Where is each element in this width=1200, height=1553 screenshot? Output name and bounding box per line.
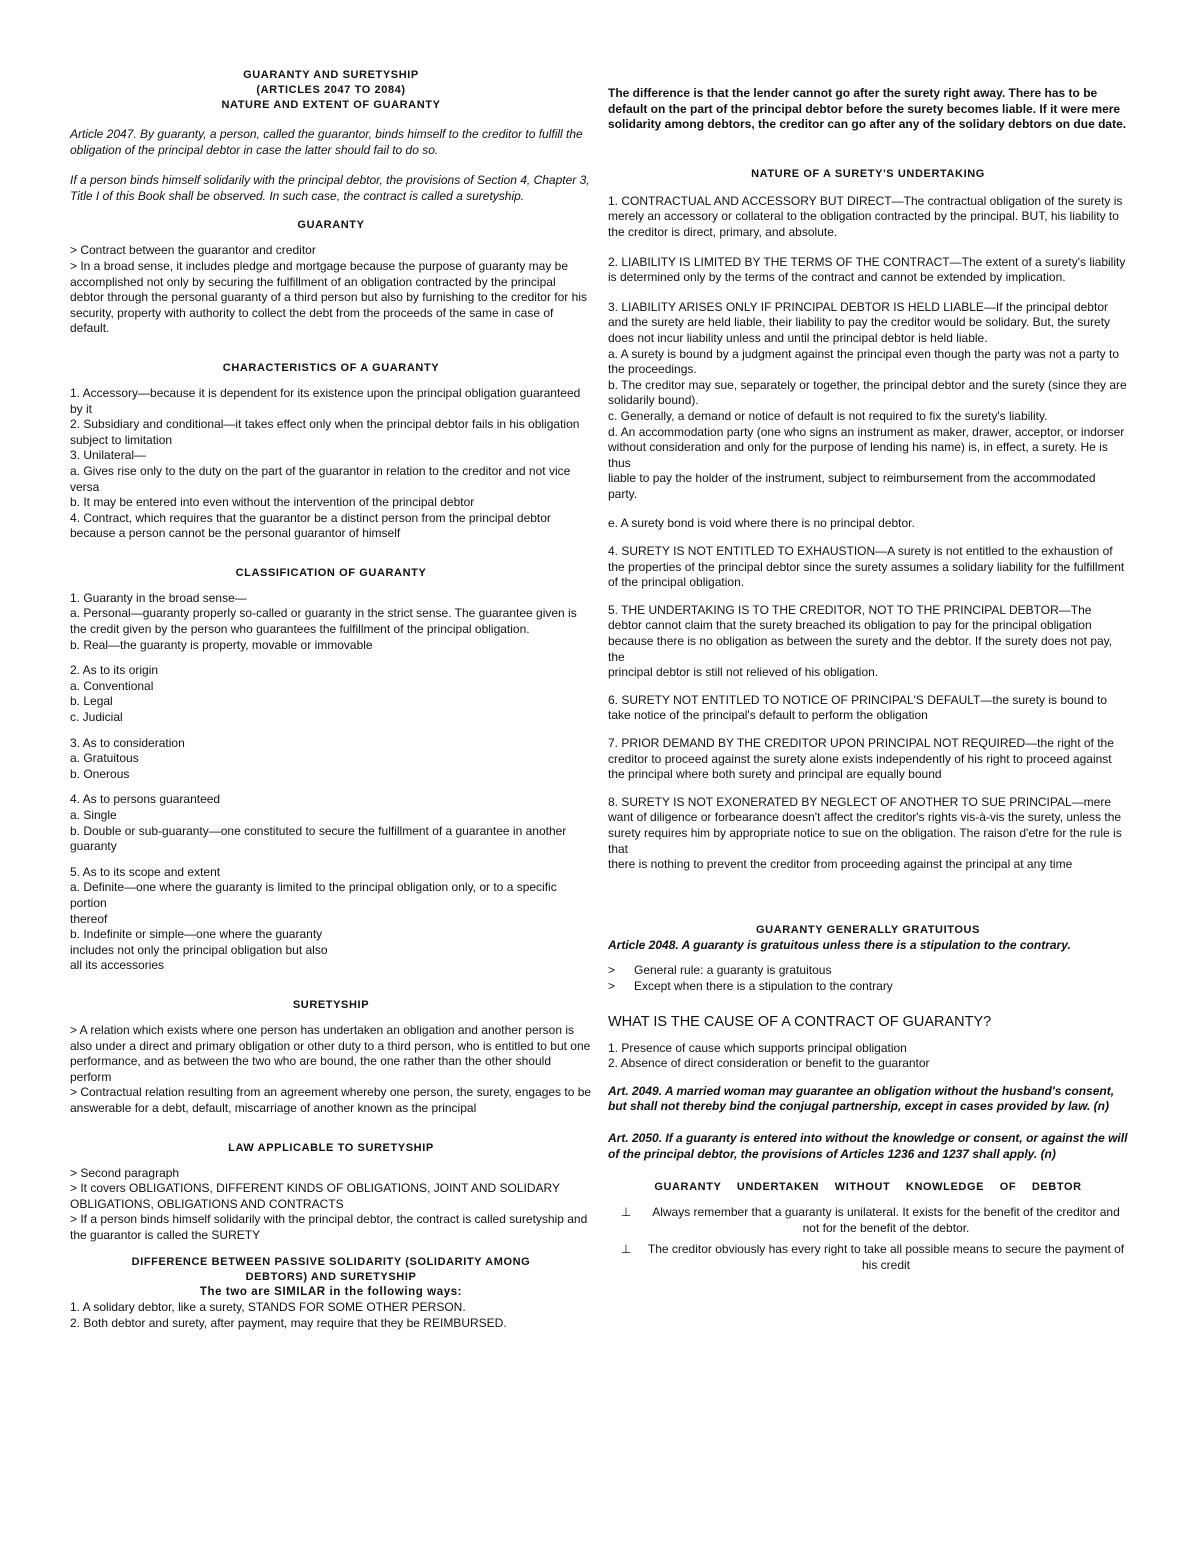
- article-2047-paragraph-2: If a person binds himself solidarily with the principal debtor, the provisions of Section 4, Chapter 3, Title I of this Book shall be observed. In such case, the contract is called a suretyship.: [70, 173, 590, 203]
- bullet-arrow-icon: >: [608, 978, 616, 993]
- classification-item: a. Personal—guaranty properly so-called or guaranty in the strict sense. The guarantee given is the credit given by the person who guarantees the fulfillment of the principal obligation.: [70, 606, 577, 637]
- nature-line: e. A surety bond is void where there is no principal debtor.: [608, 516, 915, 531]
- gratuitous-item: [608, 963, 1128, 979]
- classification-item: includes not only the principal obligation but also: [70, 942, 328, 957]
- document-title: GUARANTY AND SURETYSHIP: [243, 69, 419, 81]
- perpendicular-bullet-icon: ⊥: [620, 1205, 632, 1220]
- law-line: > If a person binds himself solidarily with the principal debtor, the contract is called suretyship and the guarantor is called the SURETY: [70, 1212, 588, 1242]
- nature-line: liable to pay the holder of the instrument, subject to reimbursement from the accommodated party.: [608, 471, 1096, 501]
- guaranty-heading: GUARANTY: [297, 219, 365, 232]
- nature-line: 1. CONTRACTUAL AND ACCESSORY BUT DIRECT—The contractual obligation of the surety is merely an accessory or collateral to the obligation contracted by the principal. BUT, his liability to the creditor is direct, primary, and absolute.: [608, 193, 1123, 239]
- nature-line: the proceedings.: [608, 362, 697, 377]
- classification-group: [70, 865, 592, 974]
- gratuitous-item: [608, 979, 1128, 995]
- nature-block: [608, 736, 1128, 783]
- nature-block: [608, 516, 1128, 532]
- nature-line: 2. LIABILITY IS LIMITED BY THE TERMS OF THE CONTRACT—The extent of a surety's liability is determined only by the terms of the contract and cannot be extended by implication.: [608, 254, 1126, 285]
- similar-list: [70, 1300, 592, 1331]
- law-applicable-list: [70, 1166, 592, 1244]
- without-knowledge-list: [608, 1205, 1128, 1273]
- classification-group: [70, 591, 592, 653]
- nature-line: without consideration and only for the purpose of lending his name) is, in effect, a surety. He is thus: [608, 440, 1108, 470]
- guaranty-line: security, property with authority to collect the debt from the proceeds of the same in case of default.: [70, 305, 554, 336]
- nature-block: [608, 795, 1128, 873]
- nature-line: c. Generally, a demand or notice of default is not required to fix the surety's liability.: [608, 408, 1048, 423]
- nature-line: d. An accommodation party (one who signs an instrument as maker, drawer, acceptor, or indorser: [608, 424, 1125, 439]
- similar-line: The two are SIMILAR in the following ways:: [199, 1286, 463, 1299]
- without-knowledge-text: Always remember that a guaranty is unilateral. It exists for the benefit of the creditor and not for the benefit of the debtor.: [652, 1205, 1120, 1235]
- article-2047-paragraph-1: Article 2047. By guaranty, a person, called the guarantor, binds himself to the creditor to fulfill the obligation of the principal debtor in case the latter should fail to do so.: [70, 127, 583, 157]
- law-applicable-heading: LAW APPLICABLE TO SURETYSHIP: [228, 1141, 434, 1154]
- nature-block: [608, 693, 1128, 724]
- similar-item: 1. A solidary debtor, like a surety, STANDS FOR SOME OTHER PERSON.: [70, 1300, 466, 1315]
- gratuitous-heading: GUARANTY GENERALLY GRATUITOUS: [756, 923, 980, 936]
- nature-line: 6. SURETY NOT ENTITLED TO NOTICE OF PRINCIPAL'S DEFAULT—the surety is bound to take notice of the principal's default to perform the obligation: [608, 692, 1108, 723]
- surety-nature-list: [608, 194, 1128, 873]
- difference-paragraph: The difference is that the lender cannot go after the surety right away. There has to be default on the part of the principal debtor before the surety becomes liable. If it were mere solidarity among debtors, the creditor can go after any of the solidary debtors on due date.: [608, 86, 1127, 132]
- articles-range: (ARTICLES 2047 TO 2084): [256, 84, 406, 96]
- law-line: > It covers OBLIGATIONS, DIFFERENT KINDS OF OBLIGATIONS, JOINT AND SOLIDARY OBLIGATIONS, OBLIGATIONS AND CONTRACTS: [70, 1181, 560, 1211]
- article-2050: Art. 2050. If a guaranty is entered into without the knowledge or consent, or against the will of the principal debtor, the provisions of Articles 1236 and 1237 shall apply. (n): [608, 1130, 1128, 1161]
- classification-item: b. Indefinite or simple—one where the guaranty: [70, 927, 323, 942]
- classification-group: [70, 736, 592, 783]
- characteristic-item: 3. Unilateral—: [70, 448, 147, 463]
- classification-item: a. Definite—one where the guaranty is limited to the principal obligation only, or to a specific portion: [70, 880, 557, 910]
- classification-item: b. Real—the guaranty is property, movable or immovable: [70, 637, 373, 652]
- cause-item: 2. Absence of direct consideration or benefit to the guarantor: [608, 1056, 930, 1071]
- nature-line: 7. PRIOR DEMAND BY THE CREDITOR UPON PRINCIPAL NOT REQUIRED—the right of the creditor to proceed against the surety alone exists independently of his right to proceed against the principal where both surety and principal are equally bound: [608, 736, 1114, 782]
- classification-item: b. Legal: [70, 694, 113, 709]
- difference-heading: DIFFERENCE BETWEEN PASSIVE SOLIDARITY (SOLIDARITY AMONG DEBTORS) AND SURETYSHIP: [131, 1256, 531, 1284]
- nature-extent-heading: NATURE AND EXTENT OF GUARANTY: [221, 99, 441, 111]
- characteristic-item: 1. Accessory—because it is dependent for its existence upon the principal obligation guaranteed by it: [70, 385, 581, 416]
- characteristic-item: a. Gives rise only to the duty on the part of the guarantor in relation to the creditor and not vice versa: [70, 463, 571, 494]
- classification-item: c. Judicial: [70, 710, 123, 725]
- surety-nature-heading: NATURE OF A SURETY'S UNDERTAKING: [751, 167, 985, 180]
- left-column: [70, 68, 592, 1332]
- characteristic-item: b. It may be entered into even without the intervention of the principal debtor: [70, 495, 475, 510]
- article-2049: Art. 2049. A married woman may guarantee an obligation without the husband's consent, but shall not thereby bind the conjugal partnership, except in cases provided by law. (n): [608, 1083, 1115, 1114]
- guaranty-line: > Contract between the guarantor and creditor: [70, 243, 316, 258]
- classification-group: [70, 663, 592, 725]
- classification-item: 4. As to persons guaranteed: [70, 792, 221, 807]
- classification-list: [70, 591, 592, 974]
- without-knowledge-item: [608, 1205, 1128, 1236]
- cause-heading: WHAT IS THE CAUSE OF A CONTRACT OF GUARANTY?: [608, 1013, 992, 1030]
- classification-item: 1. Guaranty in the broad sense—: [70, 590, 247, 605]
- nature-line: 4. SURETY IS NOT ENTITLED TO EXHAUSTION—A surety is not entitled to the exhaustion of the properties of the principal debtor since the surety assumes a solidary liability for the fulfillment of the principal obligation.: [608, 544, 1125, 590]
- perpendicular-bullet-icon: ⊥: [620, 1242, 632, 1257]
- classification-heading: CLASSIFICATION OF GUARANTY: [235, 566, 427, 579]
- nature-line: principal debtor is still not relieved of his obligation.: [608, 665, 879, 680]
- guaranty-line: > In a broad sense, it includes pledge and mortgage because the purpose of guaranty may be accomplished not only by securing the fulfillment of an obligation contracted by the principal debtor through the personal guaranty of a third person but also by furnishing to the creditor for his: [70, 258, 587, 305]
- nature-line: a. A surety is bound by a judgment against the principal even though the party was not a party to: [608, 346, 1119, 361]
- without-knowledge-text: The creditor obviously has every right to take all possible means to secure the payment of his credit: [647, 1242, 1125, 1272]
- law-line: > Second paragraph: [70, 1165, 180, 1180]
- nature-line: there is nothing to prevent the creditor from proceeding against the principal at any time: [608, 857, 1073, 872]
- suretyship-list: [70, 1023, 592, 1117]
- characteristic-item: 4. Contract, which requires that the guarantor be a distinct person from the principal debtor because a person cannot be the personal guarantor of himself: [70, 510, 551, 541]
- nature-line: 3. LIABILITY ARISES ONLY IF PRINCIPAL DEBTOR IS HELD LIABLE—If the principal debtor and the surety are held liable, their liability to pay the creditor would be solidary. But, the surety does not incur liability unless and until the principal debtor is held liable.: [608, 299, 1111, 345]
- characteristics-heading: CHARACTERISTICS OF A GUARANTY: [222, 361, 440, 374]
- without-knowledge-heading: GUARANTY UNDERTAKEN WITHOUT KNOWLEDGE OF DEBTOR: [654, 1181, 1082, 1194]
- nature-line: 5. THE UNDERTAKING IS TO THE CREDITOR, NOT TO THE PRINCIPAL DEBTOR—The debtor cannot claim that the surety breached its obligation to pay for the principal obligation because there is no obligation as between the surety and the debtor. If the surety does not pay, the: [608, 602, 1113, 664]
- classification-item: thereof: [70, 911, 108, 926]
- gratuitous-list: [608, 963, 1128, 994]
- without-knowledge-item: [608, 1242, 1128, 1273]
- gratuitous-text: Except when there is a stipulation to the contrary: [634, 978, 893, 993]
- suretyship-line: > Contractual relation resulting from an agreement whereby one person, the surety, engages to be answerable for a debt, default, miscarriage of another known as the principal: [70, 1085, 592, 1115]
- classification-item: b. Onerous: [70, 766, 130, 781]
- classification-item: a. Conventional: [70, 678, 154, 693]
- similar-item: 2. Both debtor and surety, after payment, may require that they be REIMBURSED.: [70, 1316, 507, 1331]
- nature-block: [608, 300, 1128, 503]
- classification-item: a. Single: [70, 808, 117, 822]
- classification-group: [70, 792, 592, 854]
- nature-line: b. The creditor may sue, separately or together, the principal debtor and the surety (since they are solidarily bound).: [608, 377, 1127, 408]
- nature-line: 8. SURETY IS NOT EXONERATED BY NEGLECT OF ANOTHER TO SUE PRINCIPAL—mere want of diligence or forbearance doesn't affect the creditor's rights vis-à-vis the surety, unless the surety requires him by appropriate notice to sue on the obligation. The raison d'etre for the rule is that: [608, 794, 1122, 856]
- classification-item: 5. As to its scope and extent: [70, 864, 221, 879]
- classification-item: 2. As to its origin: [70, 663, 159, 678]
- article-2048: Article 2048. A guaranty is gratuitous unless there is a stipulation to the contrary.: [608, 937, 1071, 952]
- nature-block: [608, 603, 1128, 681]
- characteristics-list: [70, 386, 592, 542]
- cause-item: 1. Presence of cause which supports principal obligation: [608, 1040, 907, 1055]
- classification-item: all its accessories: [70, 958, 165, 973]
- classification-item: a. Gratuitous: [70, 751, 139, 766]
- bullet-arrow-icon: >: [608, 963, 616, 978]
- guaranty-list: [70, 243, 592, 337]
- classification-item: b. Double or sub-guaranty—one constituted to secure the fulfillment of a guarantee in another guaranty: [70, 823, 567, 854]
- nature-block: [608, 255, 1128, 286]
- nature-block: [608, 544, 1128, 591]
- nature-block: [608, 194, 1128, 241]
- characteristic-item: 2. Subsidiary and conditional—it takes effect only when the principal debtor fails in his obligation subject to limitation: [70, 417, 580, 447]
- cause-list: [608, 1041, 1128, 1072]
- suretyship-line: > A relation which exists where one person has undertaken an obligation and another person is also under a direct and primary obligation or other duty to a third person, who is entitled to but one performance, and as between the two who are bound, the one rather than the other should perform: [70, 1022, 591, 1084]
- suretyship-heading: SURETYSHIP: [292, 998, 370, 1011]
- classification-item: 3. As to consideration: [70, 735, 185, 750]
- gratuitous-text: General rule: a guaranty is gratuitous: [634, 963, 832, 978]
- right-column: [608, 86, 1128, 1273]
